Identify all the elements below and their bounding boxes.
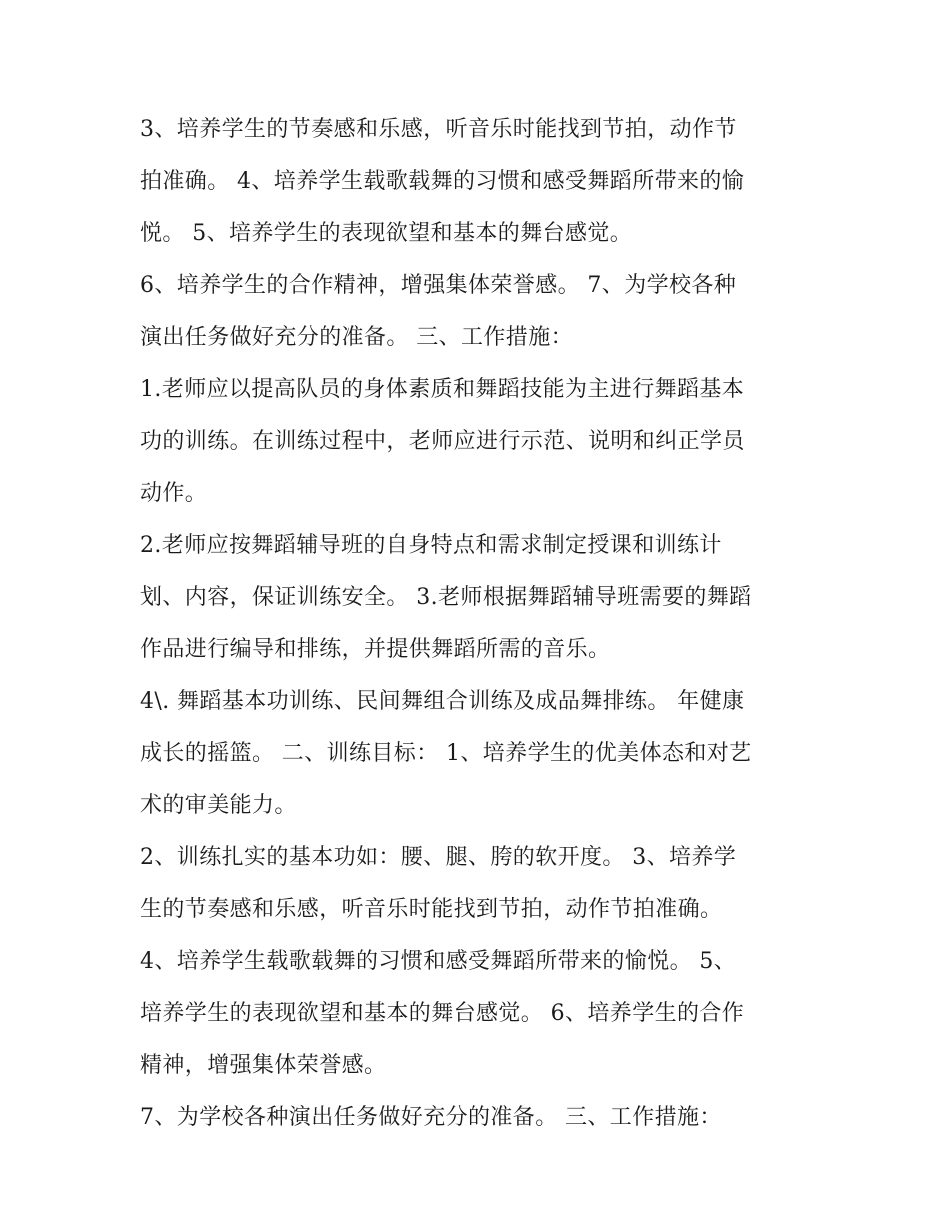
text-line: 术的审美能力。 (140, 793, 297, 818)
text-line: 4\. 舞蹈基本功训练、民间舞组合训练及成品舞排练。 年健康 (140, 689, 745, 714)
text-line: 1.老师应以提高队员的身体素质和舞蹈技能为主进行舞蹈基本 (140, 377, 745, 402)
paragraph-goal-7 (140, 1092, 820, 1144)
text-line: 动作。 (140, 481, 208, 506)
paragraph-goals-3-5 (140, 104, 820, 260)
paragraph-measure-1 (140, 364, 820, 520)
text-line: 作品进行编导和排练，并提供舞蹈所需的音乐。 (140, 637, 611, 662)
text-line: 2、训练扎实的基本功如：腰、腿、胯的软开度。 3、培养学 (140, 845, 737, 870)
text-line: 3、培养学生的节奏感和乐感，听音乐时能找到节拍，动作节 (140, 117, 737, 142)
paragraph-goals-6-7 (140, 260, 820, 364)
text-line: 2.老师应按舞蹈辅导班的自身特点和需求制定授课和训练计 (140, 533, 722, 558)
text-line: 生的节奏感和乐感，听音乐时能找到节拍，动作节拍准确。 (140, 897, 723, 922)
text-line: 成长的摇篮。 二、训练目标： 1、培养学生的优美体态和对艺 (140, 741, 752, 766)
paragraph-measure-2-3 (140, 520, 820, 676)
text-line: 悦。 5、培养学生的表现欲望和基本的舞台感觉。 (140, 221, 633, 246)
text-line: 7、为学校各种演出任务做好充分的准备。 三、工作措施： (140, 1105, 722, 1130)
paragraph-goals-4-6 (140, 936, 820, 1092)
document-body (140, 104, 820, 1144)
text-line: 拍准确。 4、培养学生载歌载舞的习惯和感受舞蹈所带来的愉 (140, 169, 745, 194)
text-line: 6、培养学生的合作精神，增强集体荣誉感。 7、为学校各种 (140, 273, 737, 298)
text-line: 划、内容，保证训练安全。 3.老师根据舞蹈辅导班需要的舞蹈 (140, 585, 752, 610)
paragraph-measure-4 (140, 676, 820, 832)
paragraph-goals-2-3 (140, 832, 820, 936)
text-line: 培养学生的表现欲望和基本的舞台感觉。 6、培养学生的合作 (140, 1001, 745, 1026)
text-line: 精神，增强集体荣誉感。 (140, 1053, 387, 1078)
text-line: 演出任务做好充分的准备。 三、工作措施： (140, 325, 573, 350)
text-line: 功的训练。在训练过程中，老师应进行示范、说明和纠正学员 (140, 429, 745, 454)
text-line: 4、培养学生载歌载舞的习惯和感受舞蹈所带来的愉悦。 5、 (140, 949, 737, 974)
